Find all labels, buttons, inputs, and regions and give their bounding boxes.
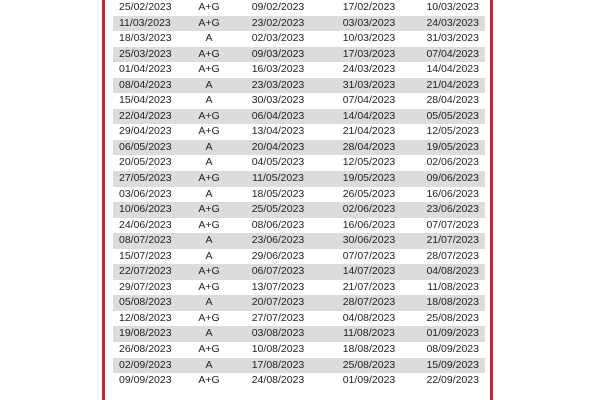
date-cell: 24/06/2023 bbox=[113, 218, 187, 234]
date-cell: 03/03/2023 bbox=[325, 16, 413, 32]
date-cell: 18/03/2023 bbox=[113, 31, 187, 47]
date-cell: 01/09/2023 bbox=[325, 373, 413, 389]
date-cell: 04/08/2023 bbox=[413, 264, 485, 280]
date-cell: 07/04/2023 bbox=[325, 93, 413, 109]
schedule-table bbox=[113, 0, 485, 389]
date-cell: 25/08/2023 bbox=[325, 358, 413, 374]
date-cell: 28/07/2023 bbox=[413, 249, 485, 265]
date-cell: 22/09/2023 bbox=[413, 373, 485, 389]
date-cell: 29/04/2023 bbox=[113, 124, 187, 140]
date-cell: 09/03/2023 bbox=[231, 47, 325, 63]
type-cell: A bbox=[187, 326, 231, 342]
date-cell: 01/09/2023 bbox=[413, 326, 485, 342]
date-cell: 21/04/2023 bbox=[413, 78, 485, 94]
date-cell: 08/07/2023 bbox=[113, 233, 187, 249]
date-cell: 28/04/2023 bbox=[413, 93, 485, 109]
table-row bbox=[113, 155, 485, 171]
date-cell: 13/04/2023 bbox=[231, 124, 325, 140]
date-cell: 18/08/2023 bbox=[413, 295, 485, 311]
type-cell: A+G bbox=[187, 311, 231, 327]
table-row bbox=[113, 0, 485, 16]
date-cell: 24/03/2023 bbox=[413, 16, 485, 32]
date-cell: 25/03/2023 bbox=[113, 47, 187, 63]
date-cell: 13/07/2023 bbox=[231, 280, 325, 296]
date-cell: 20/04/2023 bbox=[231, 140, 325, 156]
date-cell: 21/07/2023 bbox=[325, 280, 413, 296]
type-cell: A+G bbox=[187, 62, 231, 78]
table-row bbox=[113, 358, 485, 374]
date-cell: 09/06/2023 bbox=[413, 171, 485, 187]
table-row bbox=[113, 249, 485, 265]
date-cell: 04/08/2023 bbox=[325, 311, 413, 327]
table-row bbox=[113, 16, 485, 32]
date-cell: 26/05/2023 bbox=[325, 187, 413, 203]
date-cell: 07/04/2023 bbox=[413, 47, 485, 63]
date-cell: 06/05/2023 bbox=[113, 140, 187, 156]
table-row bbox=[113, 62, 485, 78]
type-cell: A bbox=[187, 295, 231, 311]
date-cell: 14/04/2023 bbox=[413, 62, 485, 78]
date-cell: 18/08/2023 bbox=[325, 342, 413, 358]
table-row bbox=[113, 171, 485, 187]
date-cell: 16/03/2023 bbox=[231, 62, 325, 78]
table-row bbox=[113, 187, 485, 203]
date-cell: 01/04/2023 bbox=[113, 62, 187, 78]
table-row bbox=[113, 218, 485, 234]
table-row bbox=[113, 326, 485, 342]
date-cell: 11/08/2023 bbox=[325, 326, 413, 342]
date-cell: 04/05/2023 bbox=[231, 155, 325, 171]
date-cell: 12/08/2023 bbox=[113, 311, 187, 327]
date-cell: 02/09/2023 bbox=[113, 358, 187, 374]
date-cell: 22/07/2023 bbox=[113, 264, 187, 280]
schedule-table-body bbox=[113, 0, 485, 389]
table-row bbox=[113, 47, 485, 63]
date-cell: 23/06/2023 bbox=[231, 233, 325, 249]
date-cell: 31/03/2023 bbox=[413, 31, 485, 47]
date-cell: 26/08/2023 bbox=[113, 342, 187, 358]
date-cell: 19/05/2023 bbox=[413, 140, 485, 156]
schedule-table-container bbox=[113, 0, 485, 389]
date-cell: 03/06/2023 bbox=[113, 187, 187, 203]
date-cell: 29/06/2023 bbox=[231, 249, 325, 265]
date-cell: 07/07/2023 bbox=[325, 249, 413, 265]
date-cell: 17/02/2023 bbox=[325, 0, 413, 16]
date-cell: 21/07/2023 bbox=[413, 233, 485, 249]
date-cell: 10/06/2023 bbox=[113, 202, 187, 218]
date-cell: 25/05/2023 bbox=[231, 202, 325, 218]
date-cell: 06/07/2023 bbox=[231, 264, 325, 280]
date-cell: 12/05/2023 bbox=[325, 155, 413, 171]
date-cell: 09/09/2023 bbox=[113, 373, 187, 389]
date-cell: 15/09/2023 bbox=[413, 358, 485, 374]
date-cell: 25/08/2023 bbox=[413, 311, 485, 327]
type-cell: A+G bbox=[187, 373, 231, 389]
type-cell: A+G bbox=[187, 109, 231, 125]
type-cell: A+G bbox=[187, 16, 231, 32]
date-cell: 02/03/2023 bbox=[231, 31, 325, 47]
date-cell: 08/09/2023 bbox=[413, 342, 485, 358]
table-row bbox=[113, 311, 485, 327]
date-cell: 27/07/2023 bbox=[231, 311, 325, 327]
table-row bbox=[113, 233, 485, 249]
type-cell: A bbox=[187, 155, 231, 171]
table-row bbox=[113, 124, 485, 140]
type-cell: A bbox=[187, 93, 231, 109]
date-cell: 20/07/2023 bbox=[231, 295, 325, 311]
table-row bbox=[113, 280, 485, 296]
type-cell: A+G bbox=[187, 47, 231, 63]
date-cell: 15/04/2023 bbox=[113, 93, 187, 109]
type-cell: A bbox=[187, 233, 231, 249]
date-cell: 08/04/2023 bbox=[113, 78, 187, 94]
date-cell: 11/08/2023 bbox=[413, 280, 485, 296]
type-cell: A+G bbox=[187, 264, 231, 280]
date-cell: 10/03/2023 bbox=[413, 0, 485, 16]
table-row bbox=[113, 140, 485, 156]
table-row bbox=[113, 202, 485, 218]
date-cell: 20/05/2023 bbox=[113, 155, 187, 171]
type-cell: A+G bbox=[187, 171, 231, 187]
date-cell: 31/03/2023 bbox=[325, 78, 413, 94]
type-cell: A+G bbox=[187, 342, 231, 358]
date-cell: 05/08/2023 bbox=[113, 295, 187, 311]
date-cell: 30/06/2023 bbox=[325, 233, 413, 249]
date-cell: 08/06/2023 bbox=[231, 218, 325, 234]
date-cell: 18/05/2023 bbox=[231, 187, 325, 203]
type-cell: A+G bbox=[187, 280, 231, 296]
date-cell: 15/07/2023 bbox=[113, 249, 187, 265]
date-cell: 17/03/2023 bbox=[325, 47, 413, 63]
date-cell: 27/05/2023 bbox=[113, 171, 187, 187]
table-row bbox=[113, 342, 485, 358]
date-cell: 02/06/2023 bbox=[325, 202, 413, 218]
date-cell: 16/06/2023 bbox=[325, 218, 413, 234]
date-cell: 23/06/2023 bbox=[413, 202, 485, 218]
date-cell: 11/03/2023 bbox=[113, 16, 187, 32]
date-cell: 28/04/2023 bbox=[325, 140, 413, 156]
date-cell: 10/08/2023 bbox=[231, 342, 325, 358]
type-cell: A bbox=[187, 187, 231, 203]
type-cell: A bbox=[187, 249, 231, 265]
date-cell: 23/03/2023 bbox=[231, 78, 325, 94]
type-cell: A bbox=[187, 140, 231, 156]
date-cell: 07/07/2023 bbox=[413, 218, 485, 234]
type-cell: A+G bbox=[187, 202, 231, 218]
table-row bbox=[113, 264, 485, 280]
date-cell: 03/08/2023 bbox=[231, 326, 325, 342]
date-cell: 19/05/2023 bbox=[325, 171, 413, 187]
date-cell: 24/08/2023 bbox=[231, 373, 325, 389]
date-cell: 14/07/2023 bbox=[325, 264, 413, 280]
table-row bbox=[113, 31, 485, 47]
type-cell: A bbox=[187, 78, 231, 94]
type-cell: A bbox=[187, 358, 231, 374]
date-cell: 25/02/2023 bbox=[113, 0, 187, 16]
table-row bbox=[113, 78, 485, 94]
date-cell: 21/04/2023 bbox=[325, 124, 413, 140]
date-cell: 29/07/2023 bbox=[113, 280, 187, 296]
date-cell: 02/06/2023 bbox=[413, 155, 485, 171]
date-cell: 06/04/2023 bbox=[231, 109, 325, 125]
date-cell: 09/02/2023 bbox=[231, 0, 325, 16]
date-cell: 10/03/2023 bbox=[325, 31, 413, 47]
date-cell: 24/03/2023 bbox=[325, 62, 413, 78]
date-cell: 17/08/2023 bbox=[231, 358, 325, 374]
date-cell: 14/04/2023 bbox=[325, 109, 413, 125]
table-row bbox=[113, 93, 485, 109]
type-cell: A+G bbox=[187, 124, 231, 140]
type-cell: A+G bbox=[187, 0, 231, 16]
date-cell: 12/05/2023 bbox=[413, 124, 485, 140]
date-cell: 05/05/2023 bbox=[413, 109, 485, 125]
date-cell: 19/08/2023 bbox=[113, 326, 187, 342]
date-cell: 22/04/2023 bbox=[113, 109, 187, 125]
date-cell: 28/07/2023 bbox=[325, 295, 413, 311]
date-cell: 23/02/2023 bbox=[231, 16, 325, 32]
table-row bbox=[113, 109, 485, 125]
table-row bbox=[113, 373, 485, 389]
type-cell: A+G bbox=[187, 218, 231, 234]
date-cell: 11/05/2023 bbox=[231, 171, 325, 187]
table-row bbox=[113, 295, 485, 311]
date-cell: 30/03/2023 bbox=[231, 93, 325, 109]
type-cell: A bbox=[187, 31, 231, 47]
date-cell: 16/06/2023 bbox=[413, 187, 485, 203]
